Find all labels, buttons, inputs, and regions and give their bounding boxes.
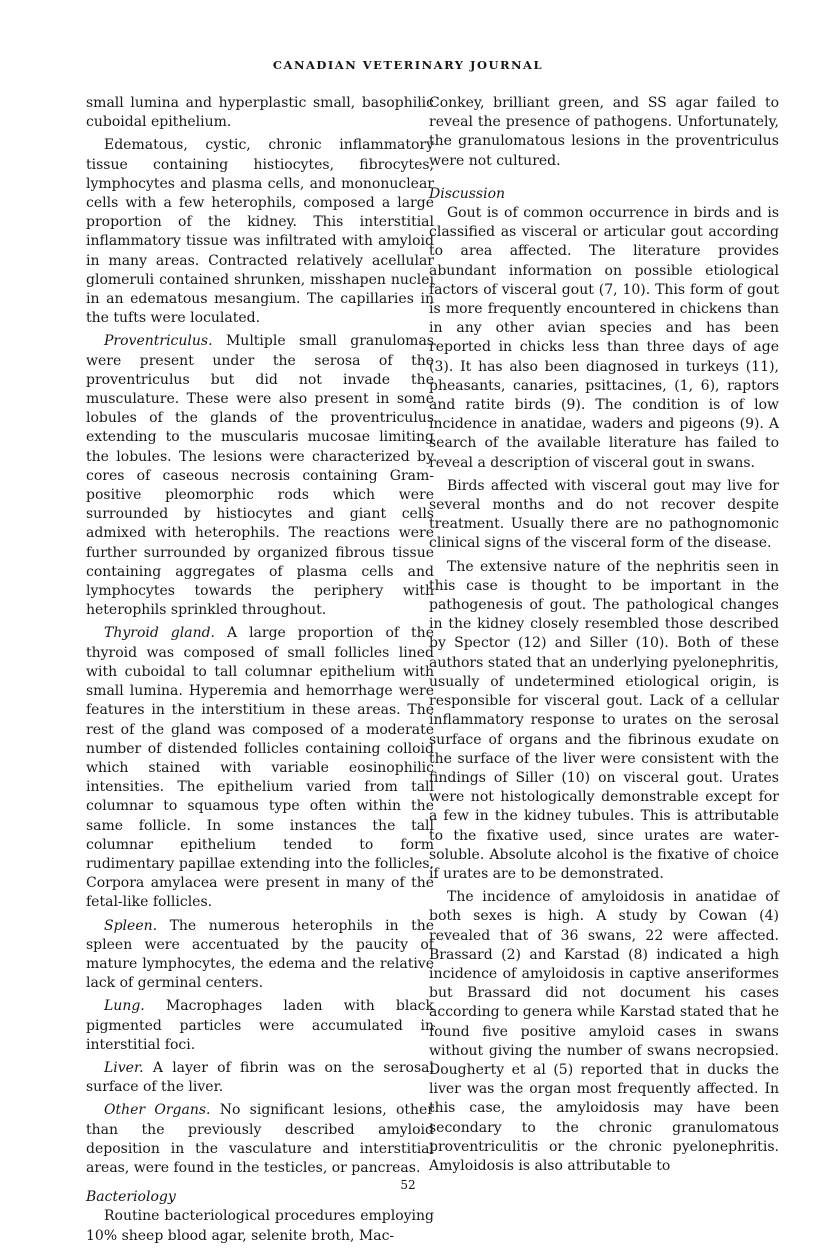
left-column <box>86 94 434 1250</box>
section-lead: Lung. <box>104 998 145 1015</box>
paragraph-other-organs <box>86 1101 434 1178</box>
paragraph-lung <box>86 997 434 1055</box>
paragraph-text: Multiple small granulomas were present under the serosa of the proventriculus but did not invade the musculature. These were also present in some lobules of the glands of the proventriculus extending to the muscularis mucosae limiting the lobules. The lesions were characterized by cores of caseous necrosis containing Gram-positive pleomorphic rods which were surrounded by histiocytes and giant cells admixed with heterophils. The reactions were further surrounded by organized fibrous tissue containing aggregates of plasma cells and lymphocytes towards the periphery with heterophils sprinkled throughout. <box>86 333 434 619</box>
paragraph-text: Macrophages laden with black pigmented particles were accumulated in interstitial foci. <box>86 998 434 1053</box>
paragraph-visceral-gout: Birds affected with visceral gout may live for several months and do not recover despite treatment. Usually there are no pathognomonic clinical signs of the visceral form of the disease. <box>429 477 779 552</box>
paragraph: small lumina and hyperplastic small, basophilic cuboidal epithelium. <box>86 95 434 131</box>
paragraph-bacteriology: Routine bacteriological procedures employing 10% sheep blood agar, selenite broth, Mac- <box>86 1208 434 1244</box>
paragraph-spleen <box>86 917 434 994</box>
paragraph-text: A layer of fibrin was on the serosal surface of the liver. <box>86 1059 434 1096</box>
paragraph-amyloidosis: The incidence of amyloidosis in anatidae of both sexes is high. A study by Cowan (4) revealed that of 36 swans, 22 were affected. Brassard (2) and Karstad (8) indicated a high incidence of amyloidosis in captive anseriformes but Brassard did not document his cases according to genera while Karstad stated that he found five positive amyloid cases in swans without giving the number of swans necropsied. Dougherty et al (5) reported that in ducks the liver was the organ most frequently affected. In this case, the amyloidosis may have been secondary to the chronic granulomatous proventriculitis or the chronic pyelonephritis. Amyloidosis is also attributable to <box>429 889 779 1174</box>
section-lead: Liver. <box>104 1059 144 1076</box>
paragraph-kidney: Edematous, cystic, chronic inflammatory tissue containing histiocytes, fibrocytes, lymphocytes and plasma cells, and mononuclear cells with a few heterophils, composed a large proportion of the kidney. This interstitial inflammatory tissue was infiltrated with amyloid in many areas. Contracted relatively acellular glomeruli contained shrunken, misshapen nuclei in an edematous mesangium. The capillaries in the tufts were loculated. <box>86 137 434 327</box>
section-heading-discussion: Discussion <box>429 185 506 202</box>
paragraph-thyroid <box>86 624 434 912</box>
section-lead: Other Organs. <box>104 1102 211 1119</box>
paragraph-text: No significant lesions, other than the previously described amyloid deposition in the vasculature and interstitial areas, were found in the testicles, or pancreas. <box>86 1102 434 1176</box>
section-lead: Thyroid gland. <box>104 625 216 642</box>
right-column <box>429 94 779 1180</box>
paragraph-text: The numerous heterophils in the spleen were accentuated by the paucity of mature lymphocytes, the edema and the relative lack of germinal centers. <box>86 917 434 992</box>
paragraph-nephritis: The extensive nature of the nephritis seen in this case is thought to be important in the pathogenesis of gout. The pathological changes in the kidney closely resembled those described by Spector (12) and Siller (10). Both of these authors stated that an underlying pyelonephritis, usually of undetermined etiological origin, is responsible for visceral gout. Lack of a cellular inflammatory response to urates on the serosal surface of organs and the fibrinous exudate on the surface of the liver were consistent with the findings of Siller (10) on visceral gout. Urates were not histologically demonstrable except for a few in the kidney tubules. This is attributable to the fixative used, since urates are water-soluble. Absolute alcohol is the fixative of choice if urates are to be demonstrated. <box>429 558 779 882</box>
paragraph-gout: Gout is of common occurrence in birds and is classified as visceral or articular gout according to area affected. The literature provides abundant information on possible etiological factors of visceral gout (7, 10). This form of gout is more frequently encountered in chickens than in any other avian species and has been reported in chicks less than three days of age (3). It has also been diagnosed in turkeys (11), pheasants, canaries, psittacines, (1, 6), raptors and ratite birds (9). The condition is of low incidence in anatidae, waders and pigeons (9). A search of the available literature has failed to reveal a description of visceral gout in swans. <box>429 205 779 471</box>
section-lead: Spleen. <box>104 917 158 934</box>
page-number: 52 <box>400 1178 416 1192</box>
running-header: CANADIAN VETERINARY JOURNAL <box>272 58 544 72</box>
paragraph-proventriculus <box>86 332 434 620</box>
section-heading-bacteriology: Bacteriology <box>86 1189 176 1206</box>
section-lead: Proventriculus. <box>104 333 213 350</box>
paragraph: Conkey, brilliant green, and SS agar failed to reveal the presence of pathogens. Unfortunately, the granulomatous lesions in the proventriculus were not cultured. <box>429 95 779 169</box>
paragraph-text: A large proportion of the thyroid was composed of small follicles lined with cuboidal to tall columnar epithelium with small lumina. Hyperemia and hemorrhage were features in the interstitium in these areas. The rest of the gland was composed of a moderate number of distended follicles containing colloid which stained with variable eosinophilic intensities. The epithelium varied from tall columnar to squamous type often within the same follicle. In some instances the tall columnar epithelium tended to form rudimentary papillae extending into the follicles. Corpora amylacea were present in many of the fetal-like follicles. <box>86 625 434 911</box>
paragraph-liver <box>86 1059 434 1097</box>
